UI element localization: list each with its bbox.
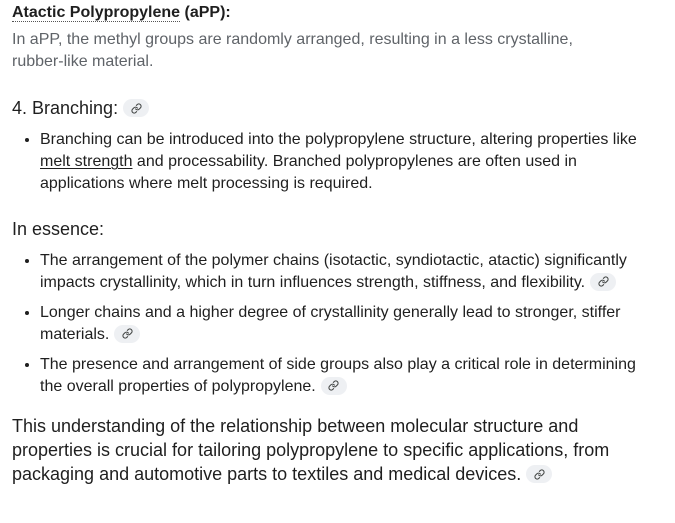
source-link-chip[interactable] <box>590 273 616 291</box>
atactic-term-link[interactable]: Atactic Polypropylene <box>12 4 181 21</box>
branching-heading-text: 4. Branching: <box>12 98 119 118</box>
conclusion-paragraph <box>12 414 652 486</box>
melt-strength-link[interactable]: melt strength <box>40 153 133 170</box>
list-item <box>40 354 652 398</box>
branching-text-before: Branching can be introduced into the polypropylene structure, altering properties like <box>40 131 637 148</box>
essence-bullet-1-text: The arrangement of the polymer chains (isotactic, syndiotactic, atactic) significantly impacts crystallinity, which in turn influences strength, stiffness, and flexibility. <box>40 252 627 291</box>
essence-heading: In essence: <box>12 219 105 239</box>
source-link-chip[interactable] <box>526 465 552 483</box>
branching-text-after: and processability. Branched polypropylenes are often used in applications where melt processing is required. <box>40 153 577 192</box>
atactic-heading-suffix: (aPP): <box>180 4 231 21</box>
link-icon <box>131 103 142 114</box>
link-icon <box>328 380 339 391</box>
link-icon <box>122 328 133 339</box>
essence-list <box>12 250 652 398</box>
list-item <box>40 302 652 346</box>
atactic-heading <box>12 1 652 25</box>
link-icon <box>598 276 609 287</box>
source-link-chip[interactable] <box>123 99 149 117</box>
list-item <box>40 250 652 294</box>
source-link-chip[interactable] <box>114 325 140 343</box>
conclusion-text: This understanding of the relationship between molecular structure and properties is crucial for tailoring polypropylene to specific applications, from packaging and automotive parts to textiles and medical devices. <box>12 416 610 484</box>
branching-list <box>12 129 652 195</box>
response-content <box>12 0 652 486</box>
link-icon <box>534 469 545 480</box>
atactic-description: In aPP, the methyl groups are randomly arranged, resulting in a less crystalline, rubber-like material. <box>12 31 573 70</box>
essence-bullet-3-text: The presence and arrangement of side groups also play a critical role in determining the overall properties of polypropylene. <box>40 356 636 395</box>
essence-bullet-2-text: Longer chains and a higher degree of crystallinity generally lead to stronger, stiffer materials. <box>40 304 621 343</box>
list-item <box>40 129 652 195</box>
branching-heading <box>12 96 652 120</box>
source-link-chip[interactable] <box>321 377 347 395</box>
